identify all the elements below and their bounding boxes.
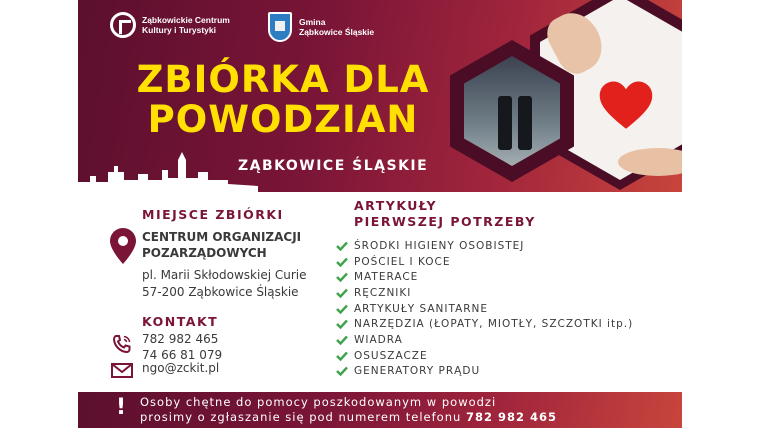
check-icon bbox=[336, 319, 348, 329]
headline-title: ZBIÓRKA DLA POWODZIAN bbox=[136, 58, 430, 141]
check-icon bbox=[336, 304, 348, 314]
list-item bbox=[336, 364, 633, 380]
list-item bbox=[336, 348, 633, 364]
contact-phones: 782 982 465 74 66 81 079 bbox=[142, 332, 223, 362]
footer-banner bbox=[78, 392, 682, 428]
zckit-logo bbox=[110, 12, 230, 38]
zckit-name: Ząbkowickie Centrum Kultury i Turystyki bbox=[142, 15, 230, 35]
hero-banner bbox=[78, 0, 682, 192]
item-label: WIADRA bbox=[354, 333, 403, 346]
mail-icon bbox=[111, 363, 133, 378]
item-label: MATERACE bbox=[354, 271, 419, 284]
item-label: GENERATORY PRĄDU bbox=[354, 365, 481, 378]
item-label: RĘCZNIKI bbox=[354, 286, 412, 299]
footer-line-2: prosimy o zgłaszanie się pod numerem telefonu bbox=[140, 410, 462, 424]
list-item bbox=[336, 285, 633, 301]
check-icon bbox=[336, 335, 348, 345]
check-icon bbox=[336, 241, 348, 251]
location-address: pl. Marii Skłodowskiej Curie 57-200 Ząbkowice Śląskie bbox=[142, 268, 307, 299]
phone-icon bbox=[112, 334, 132, 354]
item-label: ŚRODKI HIGIENY OSOBISTEJ bbox=[354, 239, 525, 252]
zckit-mark-icon bbox=[110, 12, 136, 38]
footer-note bbox=[140, 395, 557, 425]
location-org: CENTRUM ORGANIZACJI POZARZĄDOWYCH bbox=[142, 230, 302, 260]
items-list bbox=[336, 238, 633, 379]
item-label: NARZĘDZIA (ŁOPATY, MIOTŁY, SZCZOTKI itp.) bbox=[354, 318, 634, 331]
coat-of-arms-icon bbox=[268, 12, 292, 42]
item-label: OSUSZACZE bbox=[354, 349, 428, 362]
list-item bbox=[336, 332, 633, 348]
check-icon bbox=[336, 257, 348, 267]
check-icon bbox=[336, 351, 348, 361]
contact-email: ngo@zckit.pl bbox=[142, 361, 220, 375]
headline-city: ZĄBKOWICE ŚLĄSKIE bbox=[238, 158, 429, 174]
check-icon bbox=[336, 288, 348, 298]
list-item bbox=[336, 301, 633, 317]
boot-icon bbox=[498, 96, 512, 150]
boot-icon bbox=[518, 96, 532, 150]
check-icon bbox=[336, 366, 348, 376]
footer-line-1: Osoby chętne do pomocy poszkodowanym w powodzi bbox=[140, 395, 497, 409]
list-item bbox=[336, 269, 633, 285]
list-item bbox=[336, 316, 633, 332]
items-heading: ARTYKUŁY PIERWSZEJ POTRZEBY bbox=[354, 198, 536, 229]
list-item bbox=[336, 254, 633, 270]
item-label: ARTYKUŁY SANITARNE bbox=[354, 302, 489, 315]
poster bbox=[78, 0, 682, 428]
gmina-name: Gmina Ząbkowice Śląskie bbox=[299, 17, 375, 37]
check-icon bbox=[336, 272, 348, 282]
gmina-logo bbox=[268, 12, 374, 42]
footer-phone: 782 982 465 bbox=[465, 410, 557, 424]
item-label: POŚCIEL I KOCE bbox=[354, 255, 451, 268]
heart-icon bbox=[598, 78, 654, 134]
location-heading: MIEJSCE ZBIÓRKI bbox=[142, 207, 284, 222]
town-skyline-icon bbox=[78, 152, 258, 192]
exclamation-icon: ! bbox=[116, 395, 127, 420]
list-item bbox=[336, 238, 633, 254]
map-pin-icon bbox=[110, 228, 136, 264]
contact-heading: KONTAKT bbox=[142, 314, 219, 329]
